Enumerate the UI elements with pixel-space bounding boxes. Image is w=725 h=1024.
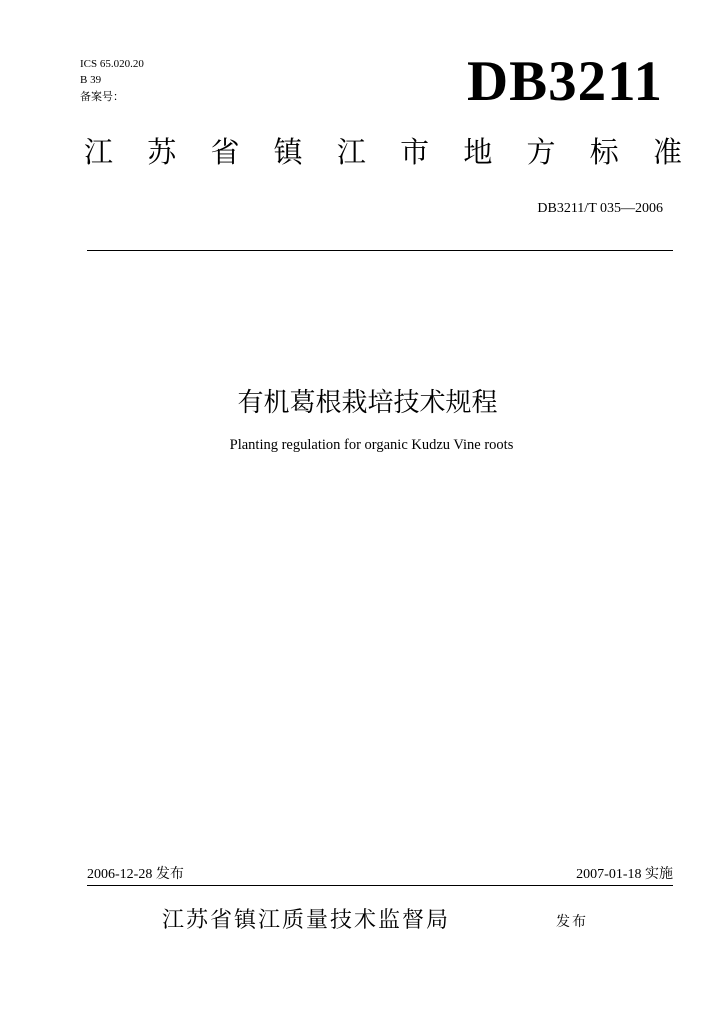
standard-type-char: 苏 bbox=[147, 135, 177, 169]
standard-type-char: 市 bbox=[400, 135, 430, 169]
title-chinese: 有机葛根栽培技术规程 bbox=[237, 388, 498, 418]
standard-type-char: 准 bbox=[652, 135, 682, 169]
issuer-suffix: 发布 bbox=[556, 914, 588, 930]
implement-date-line bbox=[576, 865, 673, 884]
publish-date: 2006-12-28 bbox=[87, 867, 153, 882]
ics-code: ICS 65.020.20 bbox=[80, 58, 144, 70]
publish-label: 发布 bbox=[155, 866, 184, 882]
standard-type-char: 方 bbox=[526, 135, 556, 169]
issuer-name: 江苏省镇江质量技术监督局 bbox=[162, 908, 451, 933]
standard-type-char: 省 bbox=[210, 135, 240, 169]
standard-type-char: 江 bbox=[84, 135, 114, 169]
standard-type-char: 地 bbox=[463, 135, 493, 169]
implement-date: 2007-01-18 bbox=[576, 867, 642, 882]
title-english: Planting regulation for organic Kudzu Vine roots bbox=[229, 437, 514, 453]
classification-code: B 39 bbox=[80, 74, 102, 86]
top-divider bbox=[87, 250, 673, 251]
implement-label: 实施 bbox=[645, 866, 673, 882]
bottom-divider bbox=[87, 885, 673, 886]
publish-date-line bbox=[87, 865, 184, 884]
standard-type-char: 镇 bbox=[273, 135, 303, 169]
standard-type-heading bbox=[84, 133, 682, 171]
standard-type-char: 标 bbox=[589, 135, 619, 169]
standard-type-char: 江 bbox=[336, 135, 366, 169]
standard-number: DB3211/T 035—2006 bbox=[537, 201, 663, 216]
standard-code: DB3211 bbox=[466, 50, 663, 113]
record-number-label: 备案号： bbox=[80, 90, 124, 103]
